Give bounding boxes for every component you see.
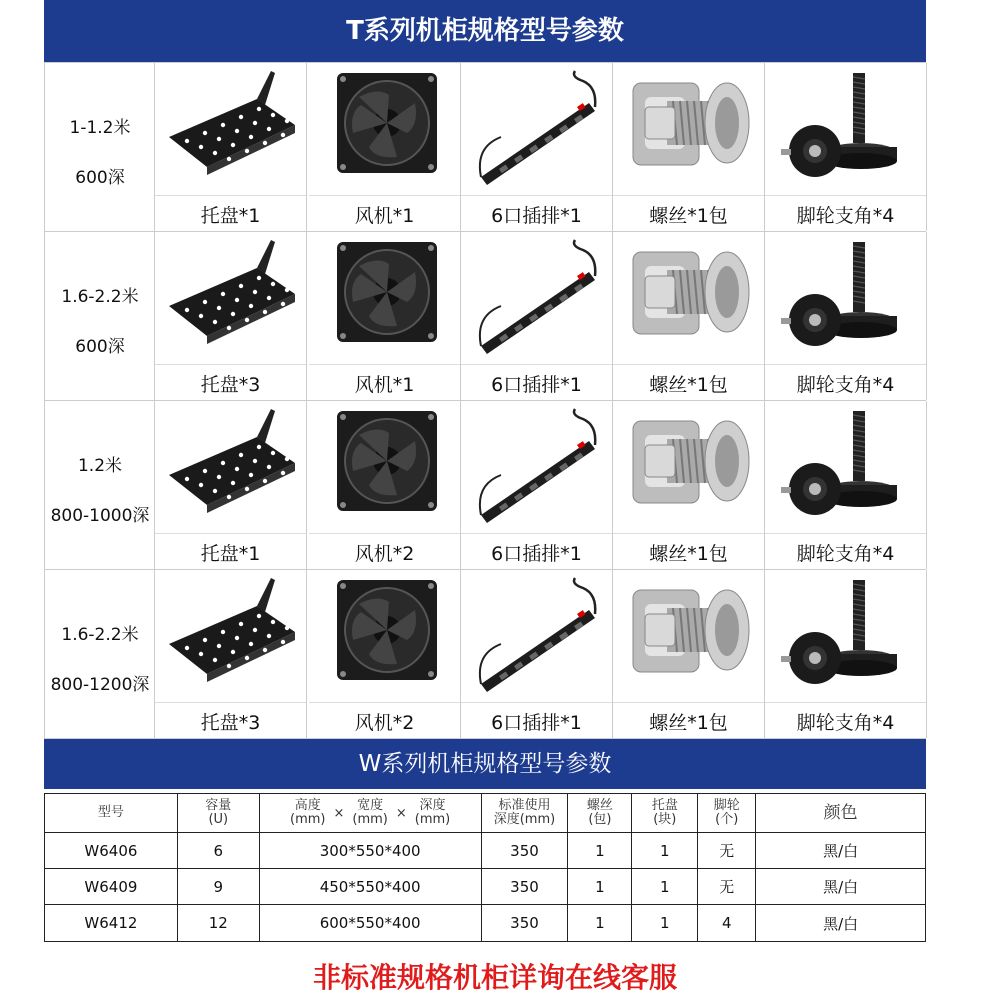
t-item-cell bbox=[613, 570, 765, 738]
t-item-cell bbox=[613, 232, 765, 400]
header-capacity bbox=[177, 794, 259, 833]
t-item-caption: 风机*2 bbox=[354, 543, 415, 565]
table-row bbox=[45, 905, 926, 942]
cell-tray: 1 bbox=[632, 905, 698, 942]
header-caster-unit: (个) bbox=[715, 812, 739, 827]
caption-divider bbox=[765, 364, 926, 365]
t-row-height: 1.2米 bbox=[77, 456, 123, 476]
t-item-caption: 风机*2 bbox=[354, 712, 415, 734]
cell-model: W6412 bbox=[45, 905, 178, 942]
cell-capacity: 6 bbox=[177, 833, 259, 869]
tray-image bbox=[165, 236, 297, 362]
t-row bbox=[44, 400, 926, 569]
power-strip-image bbox=[471, 236, 603, 362]
table-row bbox=[45, 869, 926, 905]
header-width-label: 宽度 bbox=[357, 798, 384, 813]
caster-foot-image bbox=[775, 405, 907, 531]
header-model: 型号 bbox=[45, 794, 178, 833]
t-item-caption: 6口插排*1 bbox=[491, 543, 582, 565]
t-item-caption: 托盘*3 bbox=[200, 712, 261, 734]
power-strip-image bbox=[471, 405, 603, 531]
t-item-caption: 脚轮支角*4 bbox=[796, 712, 895, 734]
t-item-caption: 6口插排*1 bbox=[491, 712, 582, 734]
table-row bbox=[45, 833, 926, 869]
w-series-table bbox=[44, 793, 926, 942]
t-item-caption: 脚轮支角*4 bbox=[796, 543, 895, 565]
t-item-cell bbox=[309, 63, 461, 231]
t-item-caption: 托盘*3 bbox=[200, 374, 261, 396]
cell-screw: 1 bbox=[568, 833, 632, 869]
cell-tray: 1 bbox=[632, 869, 698, 905]
header-screw bbox=[568, 794, 632, 833]
t-row-depth: 800-1200深 bbox=[50, 675, 150, 695]
t-item-cell bbox=[155, 63, 307, 231]
fan-image bbox=[319, 405, 451, 531]
tray-image bbox=[165, 574, 297, 700]
cell-dims: 300*550*400 bbox=[259, 833, 481, 869]
caption-divider bbox=[613, 364, 764, 365]
t-item-cell bbox=[613, 63, 765, 231]
t-row-depth: 600深 bbox=[75, 168, 125, 188]
screw-nut-image bbox=[623, 574, 755, 700]
caster-foot-image bbox=[775, 67, 907, 193]
header-caster bbox=[698, 794, 756, 833]
t-item-cell bbox=[309, 401, 461, 569]
header-dimensions bbox=[259, 794, 481, 833]
header-times-2: × bbox=[395, 805, 407, 821]
header-std-depth-label: 标准使用 bbox=[498, 798, 551, 813]
tray-image bbox=[165, 67, 297, 193]
caption-divider bbox=[309, 533, 460, 534]
t-item-caption: 6口插排*1 bbox=[491, 374, 582, 396]
screw-nut-image bbox=[623, 236, 755, 362]
w-series-title: W系列机柜规格型号参数 bbox=[44, 739, 926, 789]
header-capacity-label: 容量 bbox=[205, 798, 232, 813]
caption-divider bbox=[461, 195, 612, 196]
t-item-caption: 螺丝*1包 bbox=[649, 543, 728, 565]
caption-divider bbox=[461, 533, 612, 534]
t-item-cell bbox=[461, 401, 613, 569]
caster-foot-image bbox=[775, 236, 907, 362]
caster-foot-image bbox=[775, 574, 907, 700]
t-row bbox=[44, 231, 926, 400]
caption-divider bbox=[309, 195, 460, 196]
power-strip-image bbox=[471, 67, 603, 193]
header-tray-unit: (块) bbox=[653, 812, 677, 827]
caption-divider bbox=[765, 702, 926, 703]
t-row bbox=[44, 62, 926, 231]
screw-nut-image bbox=[623, 67, 755, 193]
footer-note: 非标准规格机柜详询在线客服 bbox=[312, 961, 677, 994]
caption-divider bbox=[613, 533, 764, 534]
t-item-cell bbox=[765, 570, 927, 738]
caption-divider bbox=[461, 364, 612, 365]
t-item-caption: 螺丝*1包 bbox=[649, 374, 728, 396]
t-item-caption: 螺丝*1包 bbox=[649, 712, 728, 734]
fan-image bbox=[319, 67, 451, 193]
cell-screw: 1 bbox=[568, 869, 632, 905]
t-series-title: T系列机柜规格型号参数 bbox=[44, 0, 926, 62]
t-row-height: 1.6-2.2米 bbox=[61, 625, 139, 645]
t-item-caption: 脚轮支角*4 bbox=[796, 205, 895, 227]
t-item-caption: 风机*1 bbox=[354, 205, 415, 227]
header-std-depth bbox=[481, 794, 568, 833]
t-item-cell bbox=[461, 570, 613, 738]
caption-divider bbox=[613, 702, 764, 703]
header-tray bbox=[632, 794, 698, 833]
t-row-spec bbox=[45, 570, 155, 738]
cell-color: 黑/白 bbox=[756, 869, 926, 905]
fan-image bbox=[319, 236, 451, 362]
cell-model: W6409 bbox=[45, 869, 178, 905]
t-row-depth: 600深 bbox=[75, 337, 125, 357]
t-item-caption: 托盘*1 bbox=[200, 205, 261, 227]
cell-color: 黑/白 bbox=[756, 833, 926, 869]
t-row-height: 1-1.2米 bbox=[69, 118, 131, 138]
cell-color: 黑/白 bbox=[756, 905, 926, 942]
header-height-unit: (mm) bbox=[290, 812, 326, 827]
t-item-cell bbox=[155, 232, 307, 400]
header-depth-label: 深度 bbox=[419, 798, 446, 813]
t-item-cell bbox=[155, 570, 307, 738]
t-row-spec bbox=[45, 63, 155, 231]
cell-model: W6406 bbox=[45, 833, 178, 869]
t-row-depth: 800-1000深 bbox=[50, 506, 150, 526]
header-tray-label: 托盘 bbox=[651, 798, 678, 813]
power-strip-image bbox=[471, 574, 603, 700]
caption-divider bbox=[155, 533, 306, 534]
t-item-cell bbox=[461, 232, 613, 400]
caption-divider bbox=[155, 195, 306, 196]
t-series-grid bbox=[44, 62, 926, 739]
fan-image bbox=[319, 574, 451, 700]
header-width-unit: (mm) bbox=[352, 812, 388, 827]
cell-caster: 无 bbox=[698, 869, 756, 905]
header-times-1: × bbox=[333, 805, 345, 821]
header-caster-label: 脚轮 bbox=[713, 798, 740, 813]
header-capacity-unit: (U) bbox=[208, 812, 229, 827]
cell-capacity: 9 bbox=[177, 869, 259, 905]
t-item-caption: 脚轮支角*4 bbox=[796, 374, 895, 396]
caption-divider bbox=[613, 195, 764, 196]
caption-divider bbox=[765, 195, 926, 196]
cell-std-depth: 350 bbox=[481, 833, 568, 869]
caption-divider bbox=[309, 364, 460, 365]
header-std-depth-unit: 深度(mm) bbox=[493, 812, 556, 827]
cell-caster: 4 bbox=[698, 905, 756, 942]
t-item-caption: 螺丝*1包 bbox=[649, 205, 728, 227]
t-item-cell bbox=[461, 63, 613, 231]
t-row-spec bbox=[45, 401, 155, 569]
t-item-cell bbox=[309, 570, 461, 738]
w-header-row bbox=[45, 794, 926, 833]
t-item-cell bbox=[155, 401, 307, 569]
screw-nut-image bbox=[623, 405, 755, 531]
t-row-spec bbox=[45, 232, 155, 400]
t-item-caption: 托盘*1 bbox=[200, 543, 261, 565]
tray-image bbox=[165, 405, 297, 531]
cell-screw: 1 bbox=[568, 905, 632, 942]
cell-caster: 无 bbox=[698, 833, 756, 869]
caption-divider bbox=[461, 702, 612, 703]
t-row-height: 1.6-2.2米 bbox=[61, 287, 139, 307]
header-height-label: 高度 bbox=[294, 798, 321, 813]
caption-divider bbox=[765, 533, 926, 534]
t-item-cell bbox=[765, 232, 927, 400]
header-depth-unit: (mm) bbox=[414, 812, 451, 827]
t-item-caption: 风机*1 bbox=[354, 374, 415, 396]
header-color: 颜色 bbox=[756, 794, 926, 833]
t-item-cell bbox=[309, 232, 461, 400]
t-row bbox=[44, 569, 926, 739]
caption-divider bbox=[309, 702, 460, 703]
caption-divider bbox=[155, 702, 306, 703]
cell-tray: 1 bbox=[632, 833, 698, 869]
header-screw-unit: (包) bbox=[588, 812, 612, 827]
cell-dims: 600*550*400 bbox=[259, 905, 481, 942]
header-screw-label: 螺丝 bbox=[586, 798, 613, 813]
t-item-caption: 6口插排*1 bbox=[491, 205, 582, 227]
t-item-cell bbox=[613, 401, 765, 569]
cell-std-depth: 350 bbox=[481, 905, 568, 942]
t-item-cell bbox=[765, 63, 927, 231]
caption-divider bbox=[155, 364, 306, 365]
t-item-cell bbox=[765, 401, 927, 569]
cell-dims: 450*550*400 bbox=[259, 869, 481, 905]
cell-capacity: 12 bbox=[177, 905, 259, 942]
cell-std-depth: 350 bbox=[481, 869, 568, 905]
